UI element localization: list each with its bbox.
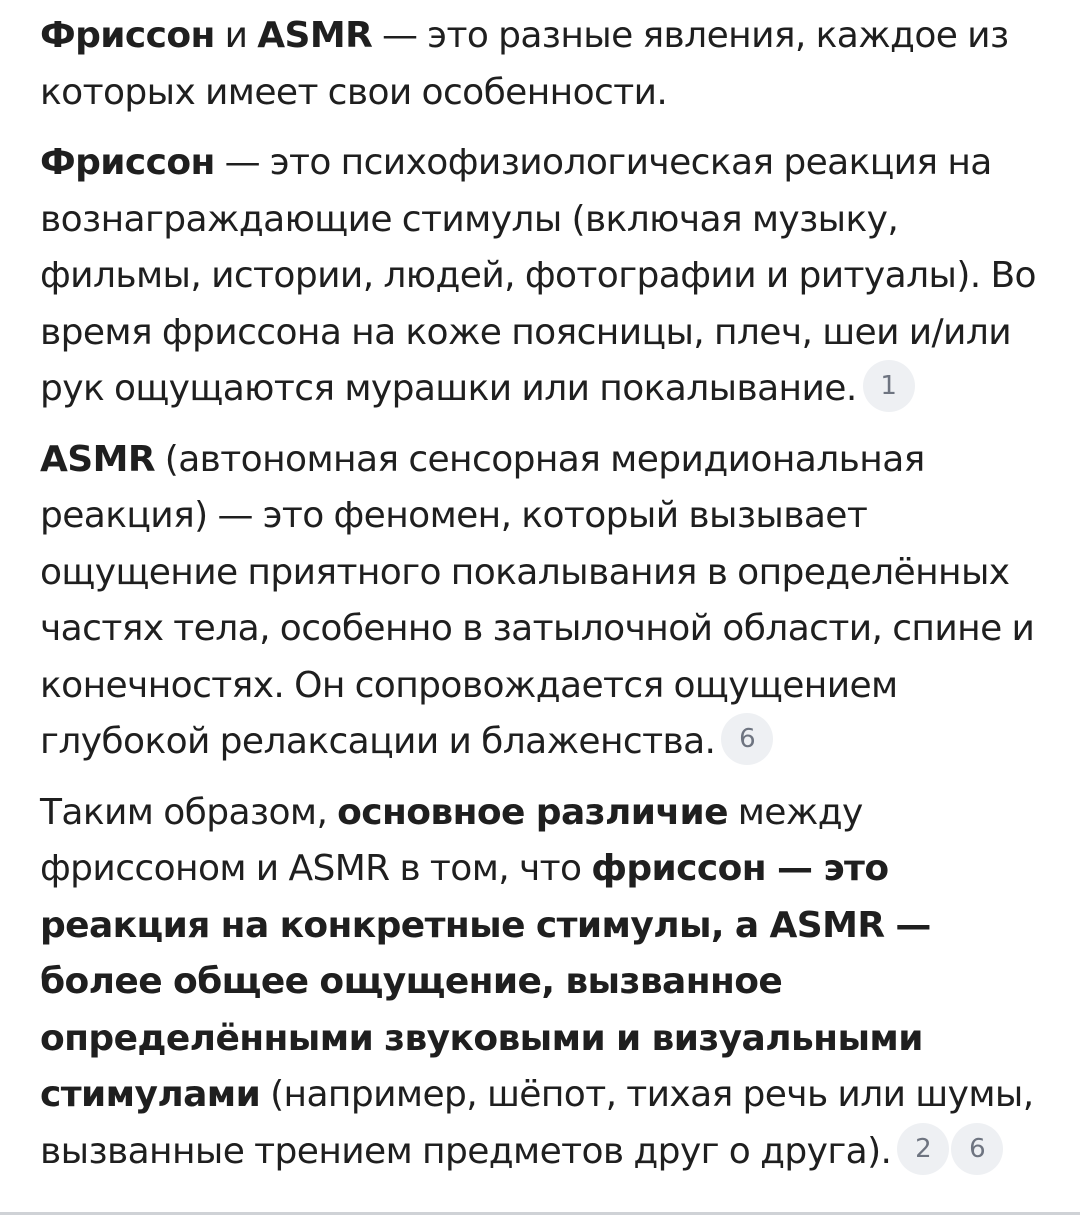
text-span: и (214, 15, 258, 56)
source-reference-badge[interactable]: 1 (863, 360, 915, 412)
source-reference-badge[interactable]: 2 (897, 1123, 949, 1175)
text-span: (автономная сенсорная меридиональная реакция) — это феномен, который вызывает ощущение приятного покалывания в определённых частях тела, особенно в затылочной области, спине и конечностях. Он сопровождается ощущением глубокой релаксации и блаженства. (40, 438, 1035, 762)
term-asmr: ASMR (257, 15, 373, 56)
text-span: (например, шёпот, тихая речь или шумы, вызванные трением предметов друг о друга). (40, 1074, 1034, 1172)
frisson-paragraph (40, 135, 1040, 418)
text-span: — это разные явления, каждое из которых имеет свои особенности. (40, 15, 1009, 113)
answer-text (40, 8, 1040, 1194)
conclusion-paragraph (40, 785, 1040, 1181)
source-reference-badge[interactable]: 6 (721, 713, 773, 765)
source-reference-badge[interactable]: 6 (951, 1123, 1003, 1175)
term-frisson: Фриссон (40, 142, 215, 183)
text-span: — это психофизиологическая реакция на вознаграждающие стимулы (включая музыку, фильмы, истории, людей, фотографии и ритуалы). Во время фриссона на коже поясницы, плеч, шеи и/или рук ощущаются мурашки или покалывание. (40, 142, 1036, 409)
key-difference-label: основное различие (337, 791, 728, 833)
term-frisson: Фриссон (40, 15, 215, 56)
text-span: между фриссоном и ASMR в том, что (40, 791, 863, 889)
key-difference-statement: фриссон — это реакция на конкретные стимулы, а ASMR — более общее ощущение, вызванное определёнными звуковыми и визуальными стимулами (40, 848, 931, 1115)
intro-paragraph (40, 8, 1040, 121)
term-asmr: ASMR (40, 438, 155, 480)
text-span: Таким образом, (40, 791, 338, 833)
asmr-paragraph (40, 432, 1040, 771)
